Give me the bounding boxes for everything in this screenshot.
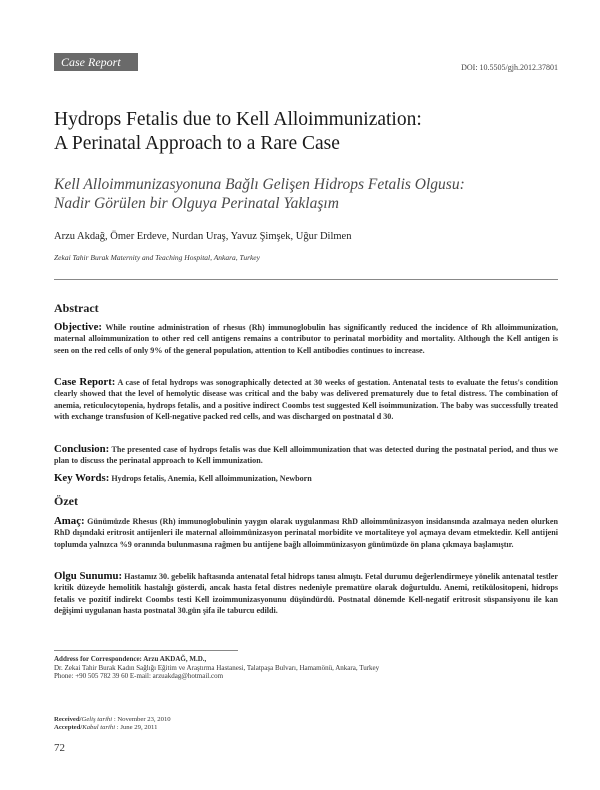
abstract-case-report bbox=[54, 377, 558, 422]
ozet-heading: Özet bbox=[54, 494, 78, 508]
correspondence-label: Address for Correspondence: Arzu AKDAĞ, M.D., bbox=[54, 655, 207, 663]
received-value: : November 23, 2010 bbox=[112, 716, 171, 723]
amac-label: Amaç: bbox=[54, 515, 85, 527]
received-date bbox=[54, 716, 171, 724]
keywords-text: Hydrops fetalis, Anemia, Kell alloimmunization, Newborn bbox=[111, 474, 312, 483]
title-line-2: A Perinatal Approach to a Rare Case bbox=[54, 133, 340, 154]
title-line-1: Hydrops Fetalis due to Kell Alloimmunization: bbox=[54, 109, 422, 130]
ozet-olgu-sunumu bbox=[54, 571, 558, 616]
keywords-label: Key Words: bbox=[54, 472, 110, 484]
olgu-sunumu-label: Olgu Sunumu: bbox=[54, 570, 123, 582]
divider bbox=[54, 279, 558, 280]
page-number: 72 bbox=[54, 742, 65, 754]
received-tr-label: Geliş tarihi bbox=[81, 716, 113, 723]
accepted-date bbox=[54, 724, 171, 732]
accepted-value: : June 29, 2011 bbox=[115, 724, 158, 732]
article-subtitle bbox=[54, 175, 554, 213]
case-report-text: A case of fetal hydrops was sonographically detected at 30 weeks of gestation. Antenatal tests to evaluate the fetus's condition clearly showed that the level of hemolytic disease was critical and the baby was delivered prematurely due to fetal distress. The combination of anemia, reticulocytopenia, hydrops fetalis, and a positive indirect Coombs test suggested Kell isoimmunization. The baby was successfully treated with exchange transfusion of Kell-negative packed red cells, and was discharged on postnatal d 30. bbox=[54, 378, 558, 421]
ozet-amac bbox=[54, 516, 558, 550]
abstract-keywords bbox=[54, 473, 558, 484]
amac-text: Günümüzde Rhesus (Rh) immunoglobulinin yaygın olarak uygulanması RhD alloimmünizasyon insidansında azalmaya neden olurken RhD dışındaki eritrosit antijenleri ile maternal alloimmünizasyon perinatal morbidite ve mortaliteye yol açmaya devam etmektedir. Kell antijeni toplumda yalnızca %9 oranında bulunmasına rağmen bu antijene bağlı alloimmünizasyon günümüzde ön plana çıkmaya başlamıştır. bbox=[54, 517, 559, 549]
correspondence-contact: Phone: +90 505 782 39 60 E-mail: arzuakdag@hotmail.com bbox=[54, 672, 224, 681]
affiliation: Zekai Tahir Burak Maternity and Teaching Hospital, Ankara, Turkey bbox=[54, 253, 260, 262]
doi[interactable]: DOI: 10.5505/gjh.2012.37801 bbox=[461, 63, 558, 72]
article-dates bbox=[54, 716, 171, 732]
case-report-label: Case Report: bbox=[54, 376, 116, 388]
objective-label: Objective: bbox=[54, 321, 102, 333]
authors: Arzu Akdağ, Ömer Erdeve, Nurdan Uraş, Yavuz Şimşek, Uğur Dilmen bbox=[54, 231, 352, 242]
abstract-objective bbox=[54, 322, 558, 356]
article-title bbox=[54, 108, 554, 156]
subtitle-line-1: Kell Alloimmunizasyonuna Bağlı Gelişen Hidrops Fetalis Olgusu: bbox=[54, 176, 465, 193]
correspondence bbox=[54, 655, 474, 681]
correspondence-address: Dr. Zekai Tahir Burak Kadın Sağlığı Eğitim ve Araştırma Hastanesi, Talatpaşa Bulvarı, Hamamönü, Ankara, Turkey bbox=[54, 663, 380, 672]
olgu-sunumu-text: Hastamız 30. gebelik haftasında antenatal fetal hidrops tanısı almıştı. Fetal durumu değerlendirmeye yönelik antenatal testler kritik düzeyde hemolitik hastalığı gösterdi, ancak hasta fetal distres nedeniyle prematüre olarak doğurtuldu. Anemi, retikülositopeni, hidrops fetalis ve pozitif indirekt Coombs testi Kell izoimmunizasyonunu düşündürdü. Postnatal dönemde Kell-negatif eritrosit süspansiyonu ile kan değişimi uygulanan hasta postnatal 30.gün şifa ile taburcu edildi. bbox=[54, 572, 558, 615]
conclusion-label: Conclusion: bbox=[54, 443, 110, 455]
article-type-tag: Case Report bbox=[54, 53, 138, 71]
received-label: Received/ bbox=[54, 716, 82, 723]
abstract-conclusion bbox=[54, 444, 558, 467]
conclusion-text: The presented case of hydrops fetalis was due Kell alloimmunization that was detected during the postnatal period, and thus we plan to discuss the perinatal approach to Kell immunization. bbox=[54, 445, 558, 466]
accepted-tr-label: Kabul tarihi bbox=[82, 724, 116, 732]
subtitle-line-2: Nadir Görülen bir Olguya Perinatal Yaklaşım bbox=[54, 195, 339, 212]
accepted-label: Accepted/ bbox=[54, 724, 83, 732]
objective-text: While routine administration of rhesus (Rh) immunoglobulin has significantly reduced the incidence of Rh alloimmunization, maternal alloimmunization to other red cell antigens remains a contributor to perinatal morbidity and mortality. Although the Kell antigen is seen on the red cells of only 9% of the general population, attention to Kell antibodies continues to increase. bbox=[54, 323, 558, 355]
footnote-divider bbox=[54, 650, 238, 651]
abstract-heading: Abstract bbox=[54, 301, 99, 315]
